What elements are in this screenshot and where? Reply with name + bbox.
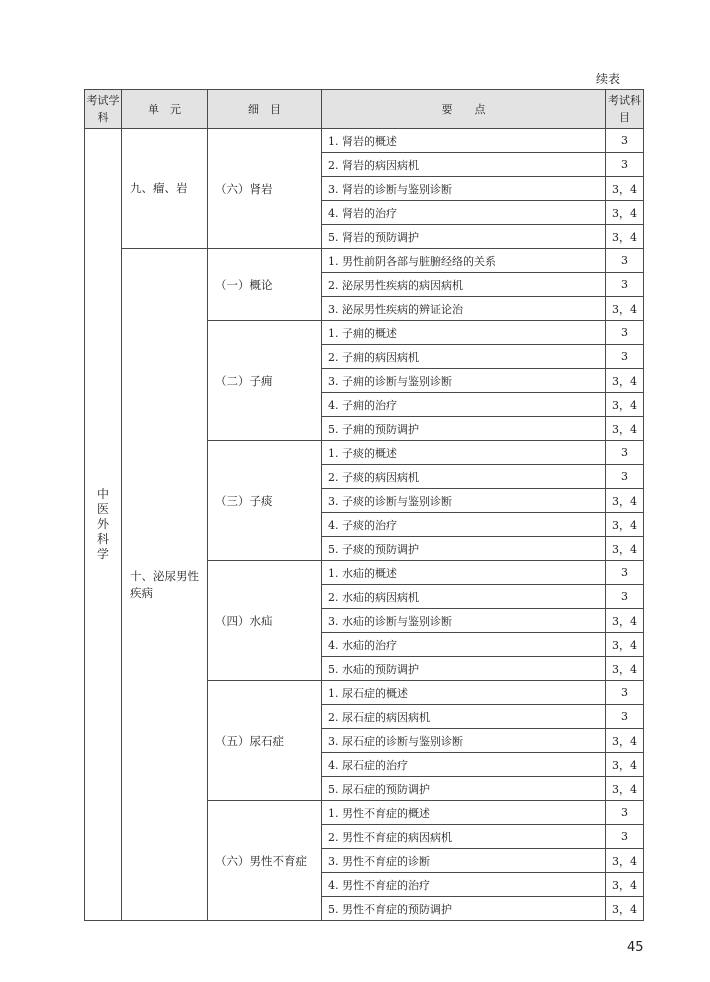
code-cell: 3，4 [606,729,644,753]
point-cell: 2. 肾岩的病因病机 [322,153,606,177]
point-cell: 3. 水疝的诊断与鉴别诊断 [322,609,606,633]
point-cell: 5. 男性不育症的预防调护 [322,897,606,921]
code-cell: 3 [606,129,644,153]
point-cell: 5. 子痈的预防调护 [322,417,606,441]
item-cell: （二）子痈 [208,321,322,441]
point-cell: 1. 尿石症的概述 [322,681,606,705]
point-cell: 2. 水疝的病因病机 [322,585,606,609]
code-cell: 3 [606,585,644,609]
item-cell: （三）子痰 [208,441,322,561]
subject-cell [85,129,122,921]
point-cell: 5. 尿石症的预防调护 [322,777,606,801]
code-cell: 3，4 [606,657,644,681]
code-cell: 3，4 [606,393,644,417]
point-cell: 1. 子痈的概述 [322,321,606,345]
table-row [85,249,644,273]
code-cell: 3 [606,249,644,273]
table-row [85,129,644,153]
code-cell: 3 [606,561,644,585]
code-cell: 3 [606,273,644,297]
code-cell: 3，4 [606,297,644,321]
point-cell: 1. 男性不育症的概述 [322,801,606,825]
header-subject: 考试学科 [85,90,122,129]
point-cell: 4. 子痈的治疗 [322,393,606,417]
point-cell: 4. 肾岩的治疗 [322,201,606,225]
point-cell: 5. 肾岩的预防调护 [322,225,606,249]
code-cell: 3，4 [606,873,644,897]
point-cell: 5. 子痰的预防调护 [322,537,606,561]
unit-cell: 九、瘤、岩 [122,129,208,249]
code-cell: 3，4 [606,753,644,777]
header-point: 要 点 [322,90,606,129]
code-cell: 3 [606,825,644,849]
code-cell: 3，4 [606,777,644,801]
code-cell: 3，4 [606,489,644,513]
code-cell: 3，4 [606,225,644,249]
page-number: 45 [627,940,644,955]
item-cell: （四）水疝 [208,561,322,681]
continued-label: 续表 [596,72,621,86]
code-cell: 3 [606,441,644,465]
point-cell: 2. 子痈的病因病机 [322,345,606,369]
header-unit: 单 元 [122,90,208,129]
code-cell: 3 [606,705,644,729]
point-cell: 1. 肾岩的概述 [322,129,606,153]
item-cell: （一）概论 [208,249,322,321]
point-cell: 2. 泌尿男性疾病的病因病机 [322,273,606,297]
table-body [85,129,644,921]
code-cell: 3，4 [606,513,644,537]
code-cell: 3，4 [606,897,644,921]
point-cell: 1. 男性前阴各部与脏腑经络的关系 [322,249,606,273]
point-cell: 4. 男性不育症的治疗 [322,873,606,897]
point-cell: 2. 子痰的病因病机 [322,465,606,489]
point-cell: 3. 尿石症的诊断与鉴别诊断 [322,729,606,753]
point-cell: 3. 男性不育症的诊断 [322,849,606,873]
code-cell: 3 [606,345,644,369]
point-cell: 4. 水疝的治疗 [322,633,606,657]
item-cell: （六）男性不育症 [208,801,322,921]
item-cell: （六）肾岩 [208,129,322,249]
unit-cell: 十、泌尿男性疾病 [122,249,208,921]
point-cell: 3. 子痰的诊断与鉴别诊断 [322,489,606,513]
point-cell: 3. 子痈的诊断与鉴别诊断 [322,369,606,393]
code-cell: 3 [606,153,644,177]
point-cell: 1. 水疝的概述 [322,561,606,585]
point-cell: 4. 尿石症的治疗 [322,753,606,777]
code-cell: 3 [606,465,644,489]
code-cell: 3，4 [606,537,644,561]
point-cell: 3. 肾岩的诊断与鉴别诊断 [322,177,606,201]
point-cell: 1. 子痰的概述 [322,441,606,465]
code-cell: 3，4 [606,201,644,225]
code-cell: 3，4 [606,633,644,657]
code-cell: 3，4 [606,369,644,393]
code-cell: 3，4 [606,609,644,633]
point-cell: 4. 子痰的治疗 [322,513,606,537]
point-cell: 2. 男性不育症的病因病机 [322,825,606,849]
item-cell: （五）尿石症 [208,681,322,801]
point-cell: 2. 尿石症的病因病机 [322,705,606,729]
header-item: 细 目 [208,90,322,129]
code-cell: 3，4 [606,849,644,873]
code-cell: 3 [606,321,644,345]
code-cell: 3，4 [606,177,644,201]
subject-label: 中医外科学 [97,487,110,561]
point-cell: 3. 泌尿男性疾病的辨证论治 [322,297,606,321]
table-header-row [85,90,644,129]
code-cell: 3 [606,801,644,825]
code-cell: 3，4 [606,417,644,441]
point-cell: 5. 水疝的预防调护 [322,657,606,681]
header-code: 考试科目 [606,90,644,129]
exam-outline-table [84,89,644,921]
code-cell: 3 [606,681,644,705]
